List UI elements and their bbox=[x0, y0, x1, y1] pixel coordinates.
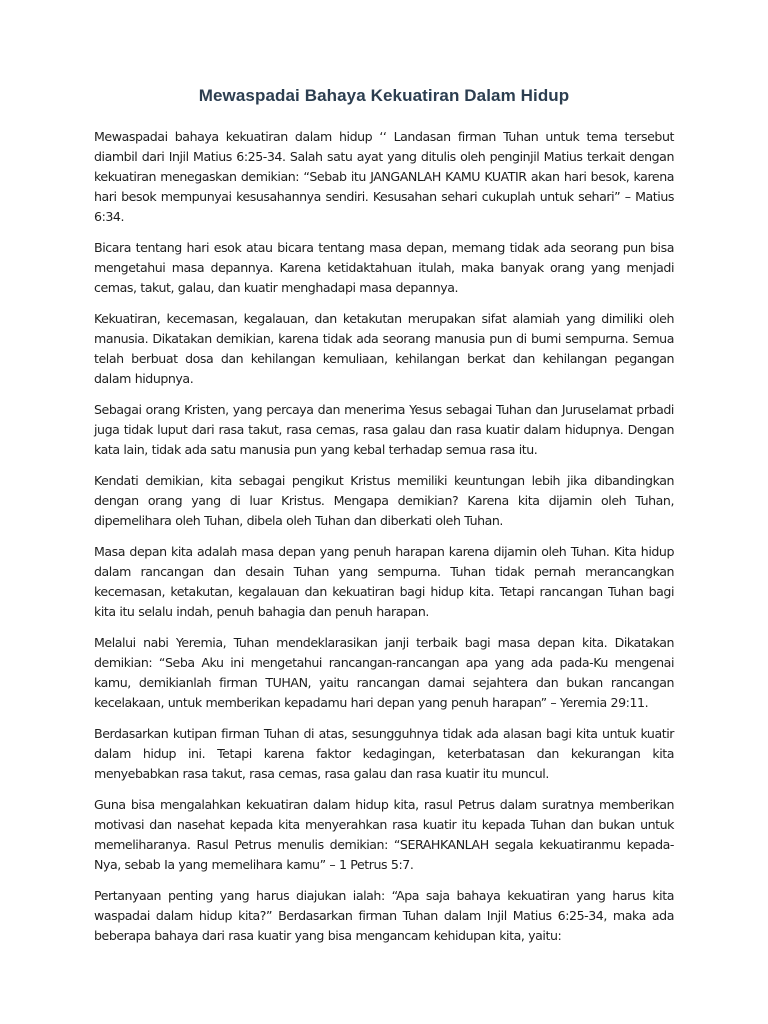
document-title: Mewaspadai Bahaya Kekuatiran Dalam Hidup bbox=[198, 86, 570, 105]
paragraph: Kendati demikian, kita sebagai pengikut Kristus memiliki keuntungan lebih jika dibandingkan dengan orang yang di luar Kristus. Mengapa demikian? Karena kita dijamin oleh Tuhan, dipemelihara oleh Tuhan, dibela oleh Tuhan dan diberkati oleh Tuhan. bbox=[94, 473, 674, 528]
paragraph: Mewaspadai bahaya kekuatiran dalam hidup ‘‘ Landasan firman Tuhan untuk tema tersebut diambil dari Injil Matius 6:25-34. Salah satu ayat yang ditulis oleh penginjil Matius terkait dengan kekuatiran menegaskan demikian: “Sebab itu JANGANLAH KAMU KUATIR akan hari besok, karena hari besok mempunyai kesusahannya sendiri. Kesusahan sehari cukuplah untuk sehari” – Matius 6:34. bbox=[94, 129, 674, 224]
paragraph: Melalui nabi Yeremia, Tuhan mendeklarasikan janji terbaik bagi masa depan kita. Dikatakan demikian: “Seba Aku ini mengetahui rancangan-rancangan apa yang ada pada-Ku mengenai kamu, demikianlah firman TUHAN, yaitu rancangan damai sejahtera dan bukan rancangan kecelakaan, untuk memberikan kepadamu hari depan yang penuh harapan” – Yeremia 29:11. bbox=[94, 635, 674, 710]
paragraph: Guna bisa mengalahkan kekuatiran dalam hidup kita, rasul Petrus dalam suratnya memberikan motivasi dan nasehat kepada kita menyerahkan rasa kuatir itu kepada Tuhan dan bukan untuk memeliharanya. Rasul Petrus menulis demikian: “SERAHKANLAH segala kekuatiranmu kepada-Nya, sebab Ia yang memelihara kamu” – 1 Petrus 5:7. bbox=[94, 797, 674, 872]
paragraph: Masa depan kita adalah masa depan yang penuh harapan karena dijamin oleh Tuhan. Kita hidup dalam rancangan dan desain Tuhan yang sempurna. Tuhan tidak pernah merancangkan kecemasan, ketakutan, kegalauan dan kekuatiran bagi hidup kita. Tetapi rancangan Tuhan bagi kita itu selalu indah, penuh bahagia dan penuh harapan. bbox=[94, 544, 674, 619]
paragraph: Kekuatiran, kecemasan, kegalauan, dan ketakutan merupakan sifat alamiah yang dimiliki oleh manusia. Dikatakan demikian, karena tidak ada seorang manusia pun di bumi sempurna. Semua telah berbuat dosa dan kehilangan kemuliaan, kehilangan berkat dan kehilangan pegangan dalam hidupnya. bbox=[94, 311, 674, 386]
paragraph: Bicara tentang hari esok atau bicara tentang masa depan, memang tidak ada seorang pun bisa mengetahui masa depannya. Karena ketidaktahuan itulah, maka banyak orang yang menjadi cemas, takut, galau, dan kuatir menghadapi masa depannya. bbox=[94, 240, 674, 295]
paragraph: Berdasarkan kutipan firman Tuhan di atas, sesungguhnya tidak ada alasan bagi kita untuk kuatir dalam hidup ini. Tetapi karena faktor kedagingan, keterbatasan dan kekurangan kita menyebabkan rasa takut, rasa cemas, rasa galau dan rasa kuatir itu muncul. bbox=[94, 726, 674, 781]
paragraph: Pertanyaan penting yang harus diajukan ialah: “Apa saja bahaya kekuatiran yang harus kita waspadai dalam hidup kita?” Berdasarkan firman Tuhan dalam Injil Matius 6:25-34, maka ada beberapa bahaya dari rasa kuatir yang bisa mengancam kehidupan kita, yaitu: bbox=[94, 888, 674, 943]
paragraph: Sebagai orang Kristen, yang percaya dan menerima Yesus sebagai Tuhan dan Juruselamat prbadi juga tidak luput dari rasa takut, rasa cemas, rasa galau dan rasa kuatir dalam hidupnya. Dengan kata lain, tidak ada satu manusia pun yang kebal terhadap semua rasa itu. bbox=[94, 402, 674, 457]
